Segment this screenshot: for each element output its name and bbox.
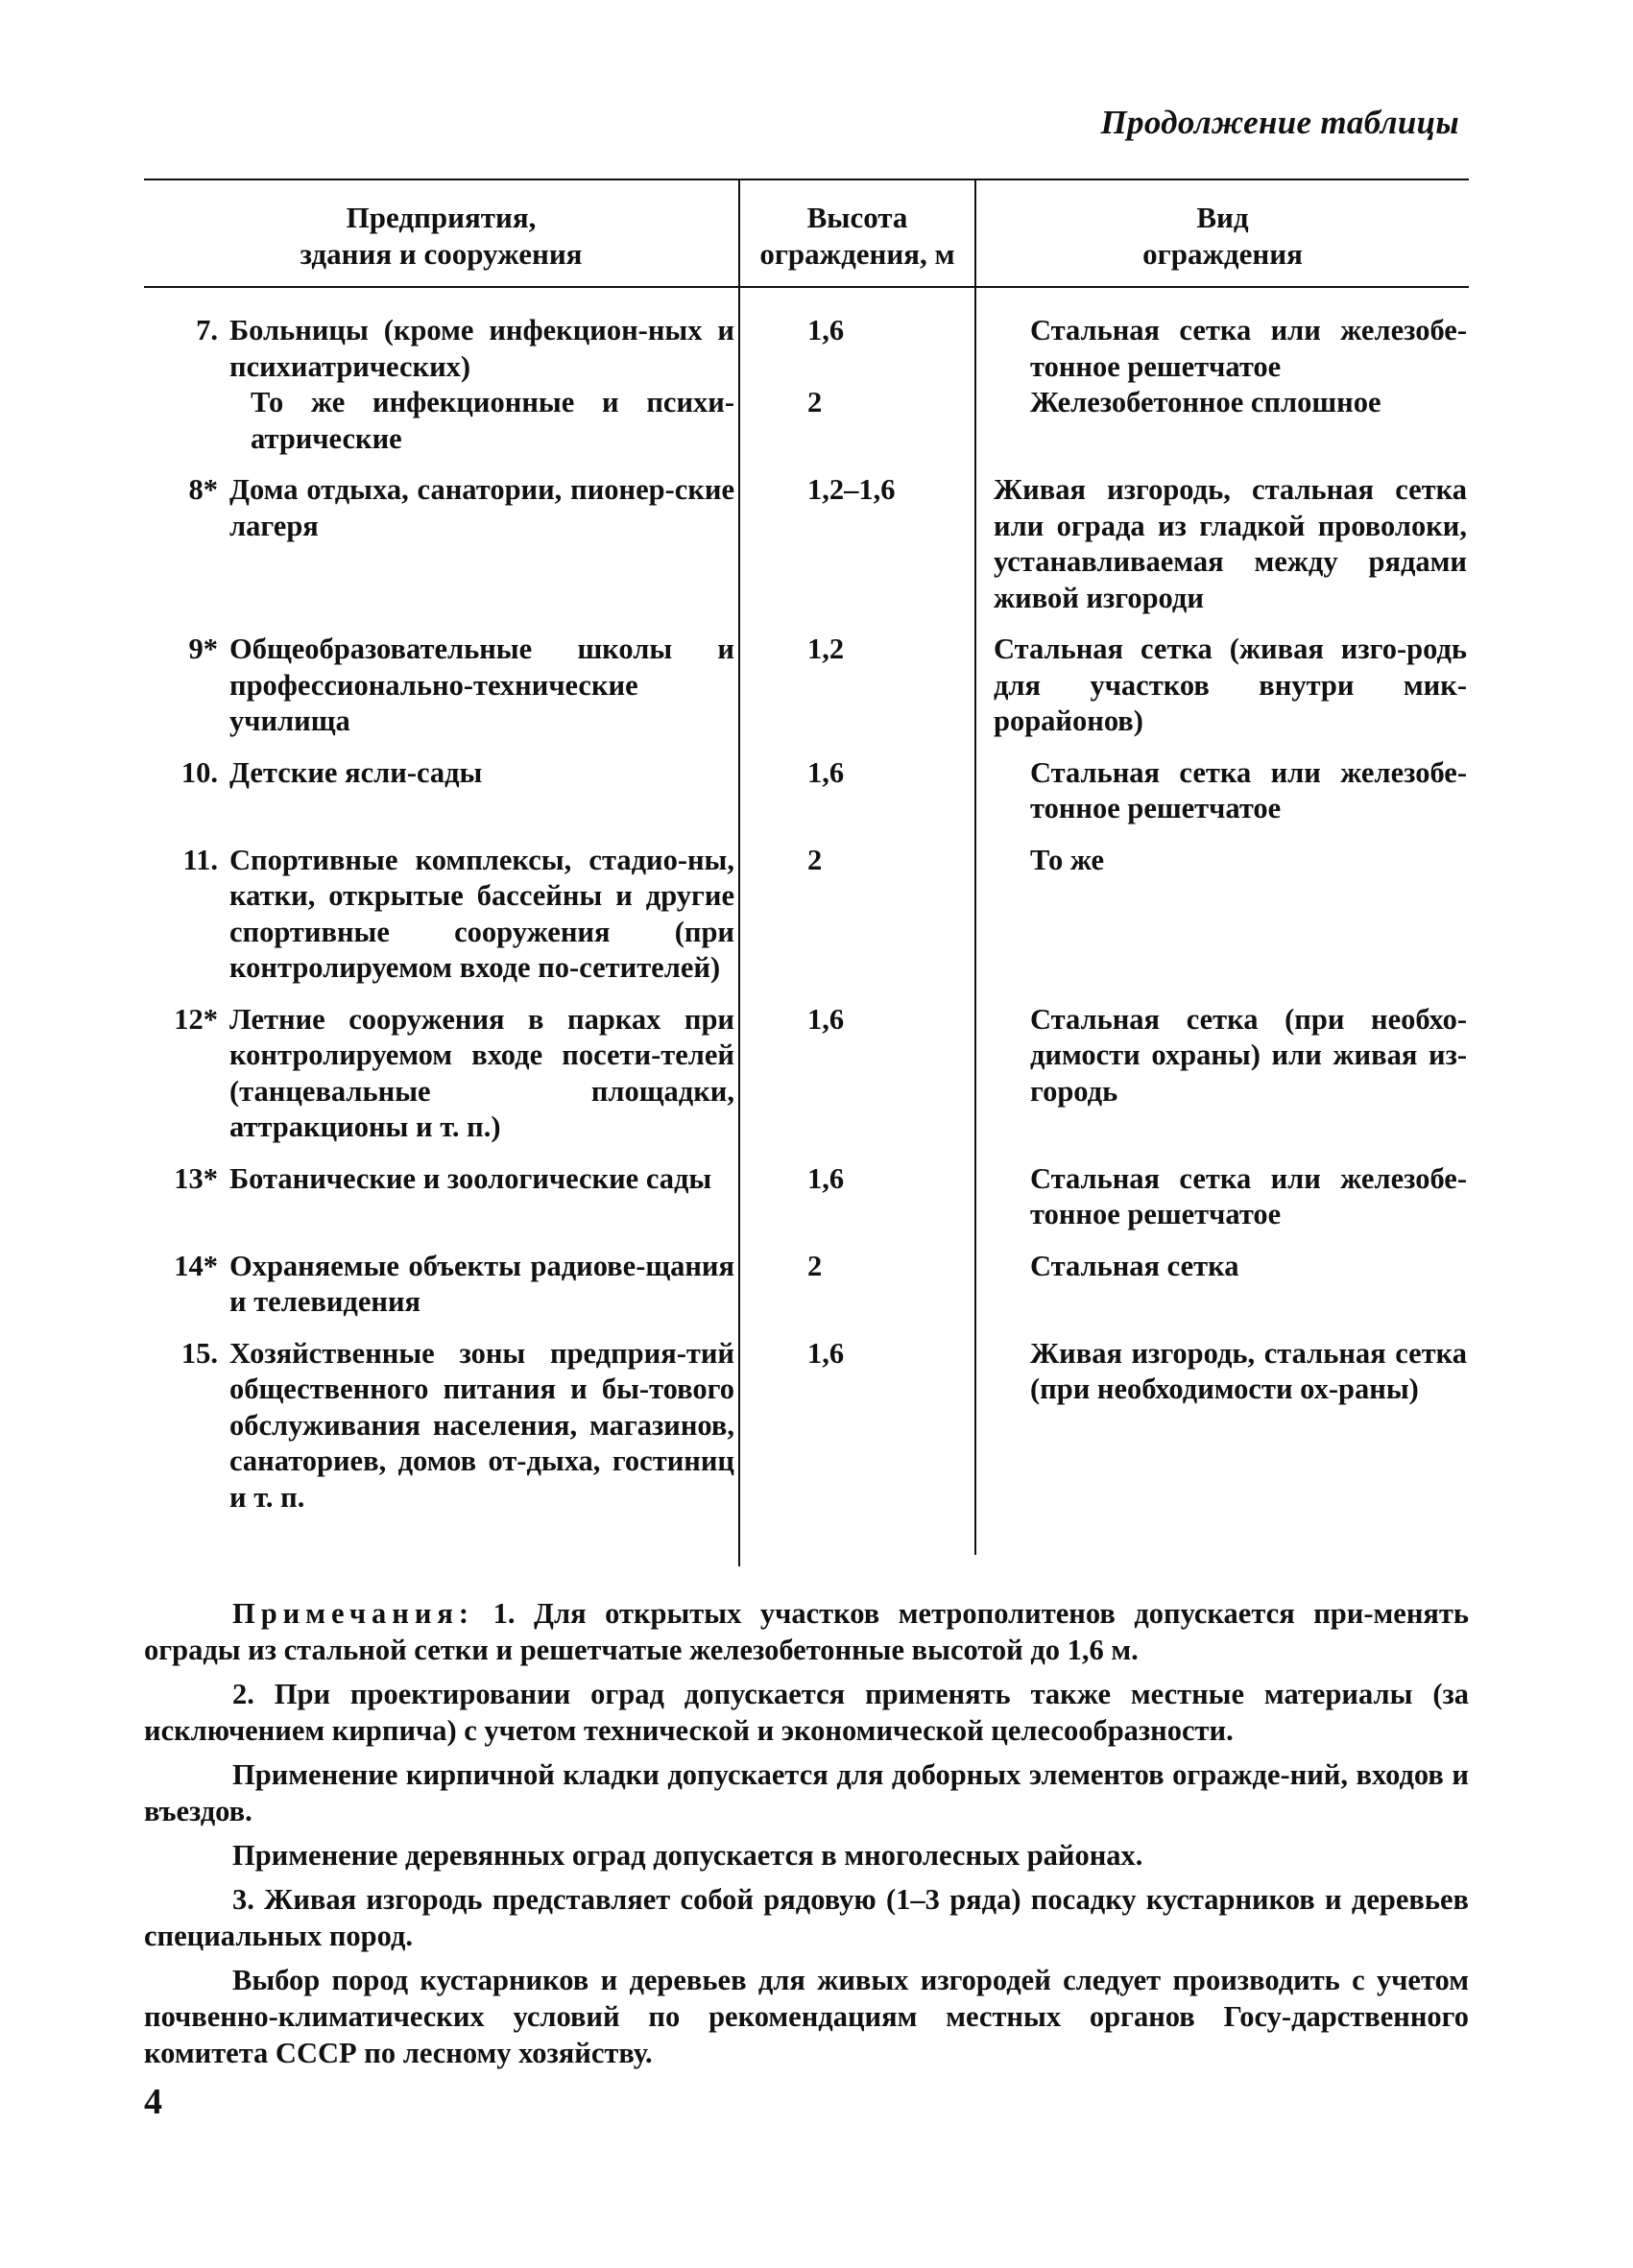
row-number: 7. <box>196 314 218 346</box>
table-row <box>144 755 1469 827</box>
row-fence-type: Стальная сетка или железобе-тонное решетчатое <box>1030 314 1467 383</box>
row-height: 2 <box>807 386 823 418</box>
row-number <box>144 385 229 457</box>
row-height: 1,2 <box>807 633 845 665</box>
row-number: 12* <box>174 1002 218 1036</box>
row-fence-type: Стальная сетка (живая изго-родь для участков внутри мик-рорайонов) <box>994 633 1467 737</box>
row-height: 1,6 <box>807 1336 845 1370</box>
row-height: 1,2–1,6 <box>807 473 896 506</box>
header-enterprises <box>144 190 738 282</box>
table-row <box>144 1336 1469 1516</box>
header-height-line1: Высота <box>806 201 908 234</box>
table-notes <box>144 1595 1469 2079</box>
note-3: 3. Живая изгородь представляет собой рядовую (1–3 ряда) посадку кустарников и деревьев специальных пород. <box>144 1883 1469 1952</box>
note-3-species: Выбор пород кустарников и деревьев для живых изгородей следует производить с учетом почвенно-климатических условий по рекомендациям местных органов Госу-дарственного комитета СССР по лесному хозяйству. <box>144 1964 1469 2069</box>
table-row <box>144 1002 1469 1146</box>
note-1-text: 1. Для открытых участков метрополитенов допускается при-менять ограды из стальной сетки и решетчатые железобетонные высотой до 1,6 м. <box>144 1597 1470 1666</box>
row-enterprise: Охраняемые объекты радиове-щания и телевидения <box>229 1249 734 1318</box>
table-row <box>144 313 1469 385</box>
row-height: 1,6 <box>807 755 845 789</box>
row-fence-type: Живая изгородь, стальная сетка или ограда из гладкой проволоки, устанавливаемая между рядами живой изгороди <box>994 473 1467 614</box>
row-fence-type: Стальная сетка (при необхо-димости охраны) или живая из-городь <box>1030 1002 1467 1108</box>
row-enterprise: Общеобразовательные школы и профессионально-технические училища <box>229 633 734 737</box>
header-fence-type <box>976 190 1469 282</box>
row-fence-type: Железобетонное сплошное <box>1030 386 1381 418</box>
table-row <box>144 1161 1469 1233</box>
row-enterprise: Детские ясли-сады <box>229 755 483 789</box>
row-number: 15. <box>180 1336 218 1370</box>
document-page <box>144 0 1469 2268</box>
row-fence-type: То же <box>1030 843 1105 876</box>
table-top-rule <box>144 179 1469 180</box>
row-fence-type: Стальная сетка <box>1030 1249 1239 1282</box>
row-number: 13* <box>174 1161 218 1195</box>
note-2-brick: Применение кирпичной кладки допускается для доборных элементов огражде-ний, входов и въездов. <box>144 1758 1469 1827</box>
row-number: 11. <box>182 843 218 876</box>
row-enterprise: Летние сооружения в парках при контролируемом входе посети-телей (танцевальные площадки, аттракционы и т. п.) <box>229 1002 734 1143</box>
table-header-rule <box>144 286 1469 288</box>
note-2-wood: Применение деревянных оград допускается в многолесных районах. <box>232 1839 1143 1872</box>
row-number: 9* <box>188 633 218 665</box>
note-1 <box>144 1595 1469 1668</box>
table-row <box>144 472 1469 616</box>
row-fence-type: Стальная сетка или железобе-тонное решетчатое <box>1030 1161 1467 1230</box>
row-fence-type: Стальная сетка или железобе-тонное решетчатое <box>1030 755 1467 824</box>
row-fence-type: Живая изгородь, стальная сетка (при необходимости ох-раны) <box>1030 1336 1467 1405</box>
header-enterprises-line1: Предприятия, <box>346 201 537 234</box>
table-row <box>144 843 1469 987</box>
row-height: 1,6 <box>807 1161 845 1195</box>
row-enterprise: Больницы (кроме инфекцион-ных и психиатрических) <box>229 314 734 383</box>
table-row <box>144 385 1469 457</box>
table-row <box>144 1249 1469 1321</box>
note-2: 2. При проектировании оград допускается применять также местные материалы (за исключением кирпича) с учетом технической и экономической целесообразности. <box>144 1678 1469 1747</box>
notes-label: Примечания: <box>232 1597 475 1630</box>
table-continuation-caption: Продолжение таблицы <box>1100 104 1459 141</box>
header-fence-height <box>740 190 974 282</box>
row-height: 1,6 <box>807 314 845 346</box>
page-number: 4 <box>144 2082 162 2122</box>
row-enterprise: То же инфекционные и психи-атрические <box>251 386 734 455</box>
row-number: 8* <box>188 473 218 506</box>
header-type-line1: Вид <box>1196 201 1249 234</box>
row-height: 1,6 <box>807 1002 845 1036</box>
row-number: 14* <box>174 1249 218 1282</box>
header-type-line2: ограждения <box>1142 237 1303 271</box>
header-height-line2: ограждения, м <box>759 237 955 271</box>
row-number: 10. <box>180 755 218 789</box>
table-row <box>144 632 1469 740</box>
row-enterprise: Дома отдыха, санатории, пионер-ские лагеря <box>229 473 734 542</box>
row-height: 2 <box>807 843 823 876</box>
row-enterprise: Спортивные комплексы, стадио-ны, катки, открытые бассейны и другие спортивные сооружения (при контролируемом входе по-сетителей) <box>229 843 734 984</box>
row-height: 2 <box>807 1249 823 1282</box>
header-enterprises-line2: здания и сооружения <box>300 237 583 271</box>
table-body <box>144 313 1469 1531</box>
row-enterprise: Ботанические и зоологические сады <box>229 1161 712 1195</box>
row-enterprise: Хозяйственные зоны предприя-тий общественного питания и бы-тового обслуживания населения, магазинов, санаториев, домов от-дыха, гостиниц и т. п. <box>229 1336 734 1514</box>
